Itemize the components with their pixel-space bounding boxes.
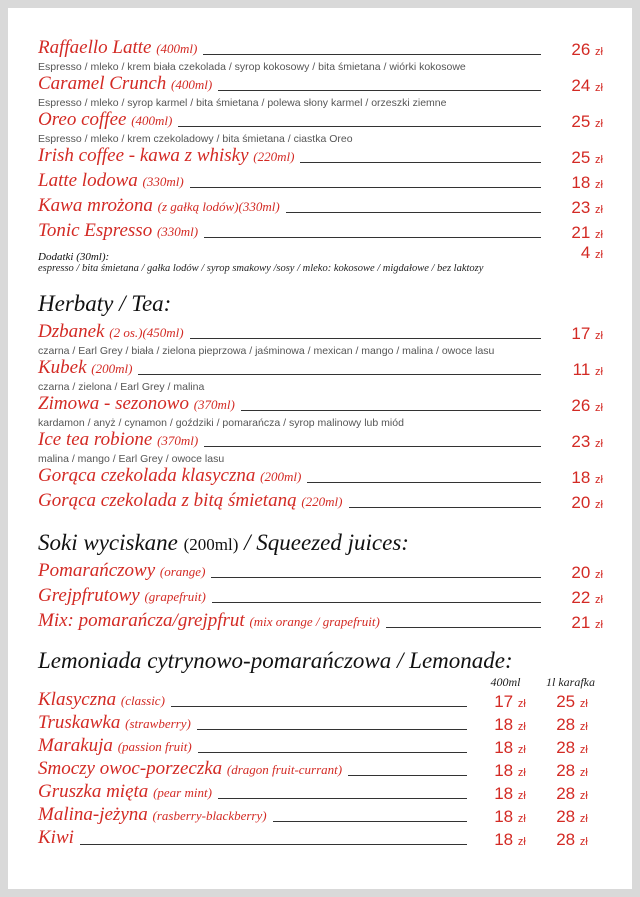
price-value: 17 — [571, 324, 591, 343]
item-price — [553, 324, 603, 344]
juices-section-title: Soki wyciskane (200ml) / Squeezed juices: — [38, 530, 409, 555]
currency-label: zł — [595, 594, 603, 606]
item-name — [38, 37, 197, 60]
leader-line — [300, 162, 541, 163]
item-description: kardamon / anyż / cynamon / goździki / pomarańcza / syrop malinowy lub miód — [38, 417, 404, 429]
price-karafka — [541, 738, 603, 758]
item-title: Dzbanek — [38, 321, 105, 342]
item-name — [38, 804, 267, 827]
menu-item-row — [38, 611, 603, 633]
item-description: czarna / zielona / Earl Grey / malina — [38, 381, 205, 393]
price-400ml — [479, 715, 541, 735]
price-value: 24 — [571, 76, 591, 95]
price-value: 23 — [571, 198, 591, 217]
lemonade-column-headers — [38, 675, 603, 689]
item-title: Raffaello Latte — [38, 37, 152, 58]
item-size: (220ml) — [301, 494, 343, 509]
menu-item-row — [38, 74, 603, 96]
price-value: 28 — [556, 807, 576, 826]
item-size: (370ml) — [193, 397, 235, 412]
menu-item-row — [38, 322, 603, 344]
item-title: Pomarańczowy — [38, 560, 156, 581]
currency-label: zł — [595, 438, 603, 450]
item-price — [553, 468, 603, 488]
tea-section-title: Herbaty / Tea: — [38, 291, 172, 316]
price-value: 21 — [571, 613, 591, 632]
item-description: Espresso / mleko / syrop karmel / bita śmietana / polewa słony karmel / orzeszki ziemne — [38, 97, 447, 109]
leader-line — [286, 212, 541, 213]
leader-line — [80, 844, 467, 845]
item-size: (330ml) — [142, 174, 184, 189]
item-size: (rasberry-blackberry) — [152, 808, 267, 823]
currency-label: zł — [579, 721, 588, 733]
item-size: (pear mint) — [153, 785, 212, 800]
price-400ml — [479, 761, 541, 781]
currency-label: zł — [517, 744, 526, 756]
item-size: (400ml) — [156, 41, 198, 56]
item-title: Irish coffee - kawa z whisky — [38, 145, 249, 166]
lemonade-col-karafka: 1l karafka — [546, 675, 595, 689]
item-size: (grapefruit) — [144, 589, 206, 604]
menu-content — [38, 38, 603, 850]
price-value: 11 — [572, 360, 591, 379]
item-name — [38, 73, 212, 96]
menu-item-row — [38, 491, 603, 513]
item-size: (220ml) — [253, 149, 295, 164]
item-price — [553, 40, 603, 60]
leader-line — [197, 729, 467, 730]
item-size: (370ml) — [157, 433, 199, 448]
price-value: 20 — [571, 493, 591, 512]
item-title: Kawa mrożona — [38, 195, 153, 216]
menu-item-row — [38, 586, 603, 608]
item-price — [553, 432, 603, 452]
item-size: (400ml) — [171, 77, 213, 92]
currency-label: zł — [595, 82, 603, 94]
item-name — [38, 712, 191, 735]
lemonade-row — [38, 804, 603, 827]
item-name — [38, 827, 74, 850]
price-value: 20 — [571, 563, 591, 582]
currency-label: zł — [595, 619, 603, 631]
lemonade-col-400ml: 400ml — [490, 675, 521, 689]
item-description: Espresso / mleko / krem czekoladowy / bita śmietana / ciastka Oreo — [38, 133, 353, 145]
addons-label: Dodatki (30ml): — [38, 251, 110, 263]
price-400ml — [479, 830, 541, 850]
price-value: 18 — [494, 807, 514, 826]
item-name — [38, 220, 198, 243]
currency-label: zł — [517, 767, 526, 779]
item-name — [38, 610, 380, 633]
price-value: 26 — [571, 396, 591, 415]
leader-line — [241, 410, 541, 411]
lemonade-row — [38, 758, 603, 781]
item-description: czarna / Earl Grey / biała / zielona pieprzowa / jaśminowa / mexican / mango / malina / owoce lasu — [38, 345, 495, 357]
currency-label: zł — [517, 790, 526, 802]
currency-label: zł — [517, 813, 526, 825]
item-title: Truskawka — [38, 712, 121, 733]
price-value: 18 — [494, 761, 514, 780]
item-price — [553, 198, 603, 218]
menu-item-row — [38, 561, 603, 583]
item-name — [38, 689, 165, 712]
juices-section — [38, 561, 603, 633]
price-value: 22 — [571, 588, 591, 607]
leader-line — [273, 821, 467, 822]
currency-label: zł — [579, 790, 588, 802]
item-description: Espresso / mleko / krem biała czekolada / syrop kokosowy / bita śmietana / wiórki kokosowe — [38, 61, 466, 73]
price-value: 28 — [556, 738, 576, 757]
leader-line — [204, 446, 541, 447]
menu-item-row — [38, 221, 603, 243]
item-name — [38, 560, 205, 583]
currency-label: zł — [517, 836, 526, 848]
item-name — [38, 585, 206, 608]
item-price — [553, 563, 603, 583]
price-value: 23 — [571, 432, 591, 451]
item-title: Gorąca czekolada z bitą śmietaną — [38, 490, 297, 511]
item-title: Gruszka mięta — [38, 781, 149, 802]
item-size: (200ml) — [91, 361, 133, 376]
lemonade-section-title: Lemoniada cytrynowo-pomarańczowa / Lemonade: — [38, 648, 513, 673]
item-price — [553, 493, 603, 513]
coffee-section — [38, 38, 603, 243]
item-title: Kiwi — [38, 827, 74, 848]
lemonade-row — [38, 827, 603, 850]
currency-label: zł — [595, 46, 603, 58]
price-karafka — [541, 830, 603, 850]
item-title: Kubek — [38, 357, 87, 378]
price-karafka — [541, 715, 603, 735]
item-name — [38, 465, 301, 488]
lemonade-row — [38, 735, 603, 758]
menu-item-row — [38, 38, 603, 60]
price-value: 18 — [571, 173, 591, 192]
item-title: Tonic Espresso — [38, 220, 153, 241]
item-name — [38, 490, 343, 513]
leader-line — [138, 374, 541, 375]
item-title: Zimowa - sezonowo — [38, 393, 189, 414]
leader-line — [178, 126, 541, 127]
price-value: 26 — [571, 40, 591, 59]
item-price — [553, 112, 603, 132]
item-price — [553, 76, 603, 96]
leader-line — [349, 507, 542, 508]
item-description: malina / mango / Earl Grey / owoce lasu — [38, 453, 225, 465]
price-400ml — [479, 738, 541, 758]
currency-label: zł — [579, 744, 588, 756]
addons-block — [38, 243, 603, 274]
lemonade-row — [38, 781, 603, 804]
price-400ml — [479, 692, 541, 712]
item-name — [38, 321, 184, 344]
menu-item-row — [38, 466, 603, 488]
item-size: (strawberry) — [125, 716, 191, 731]
currency-label: zł — [595, 474, 603, 486]
leader-line — [307, 482, 541, 483]
price-karafka — [541, 761, 603, 781]
price-400ml — [479, 807, 541, 827]
item-name — [38, 393, 235, 416]
item-price — [553, 148, 603, 168]
price-value: 18 — [571, 468, 591, 487]
currency-label: zł — [517, 721, 526, 733]
item-title: Oreo coffee — [38, 109, 127, 130]
menu-item-row — [38, 196, 603, 218]
item-price — [553, 396, 603, 416]
leader-line — [348, 775, 467, 776]
item-title: Smoczy owoc-porzeczka — [38, 758, 223, 779]
item-title: Gorąca czekolada klasyczna — [38, 465, 256, 486]
item-title: Caramel Crunch — [38, 73, 167, 94]
item-title: Marakuja — [38, 735, 113, 756]
price-value: 28 — [556, 761, 576, 780]
currency-label: zł — [579, 767, 588, 779]
item-name — [38, 735, 192, 758]
item-size: (mix orange / grapefruit) — [249, 614, 380, 629]
price-value: 28 — [556, 830, 576, 849]
price-value: 28 — [556, 784, 576, 803]
price-value: 17 — [494, 692, 514, 711]
leader-line — [212, 602, 541, 603]
item-size: (400ml) — [131, 113, 173, 128]
item-name — [38, 357, 132, 380]
tea-section — [38, 322, 603, 513]
menu-page — [8, 8, 632, 889]
price-value: 18 — [494, 738, 514, 757]
item-price — [553, 613, 603, 633]
item-size: (orange) — [159, 564, 206, 579]
price-value: 25 — [571, 148, 591, 167]
price-value: 18 — [494, 830, 514, 849]
item-price — [553, 588, 603, 608]
currency-label: zł — [595, 366, 603, 378]
currency-label: zł — [579, 836, 588, 848]
leader-line — [198, 752, 467, 753]
currency-label: zł — [595, 154, 603, 166]
price-karafka — [541, 807, 603, 827]
item-name — [38, 195, 280, 218]
lemonade-row — [38, 689, 603, 712]
item-size: (330ml) — [156, 224, 199, 239]
currency-label: zł — [595, 499, 603, 511]
price-karafka — [541, 692, 603, 712]
price-value: 25 — [556, 692, 576, 711]
price-400ml — [479, 784, 541, 804]
leader-line — [203, 54, 541, 55]
item-name — [38, 170, 184, 193]
leader-line — [190, 187, 541, 188]
currency-label: zł — [579, 813, 588, 825]
item-price — [553, 360, 603, 380]
item-title: Mix: pomarańcza/grejpfrut — [38, 610, 245, 631]
price-value: 25 — [571, 112, 591, 131]
price-value: 18 — [494, 715, 514, 734]
currency-label: zł — [595, 204, 603, 216]
item-size: (dragon fruit-currant) — [226, 762, 343, 777]
item-title: Grejpfrutowy — [38, 585, 140, 606]
item-size: (passion fruit) — [117, 739, 192, 754]
menu-item-row — [38, 394, 603, 416]
menu-item-row — [38, 358, 603, 380]
leader-line — [171, 706, 467, 707]
lemonade-row — [38, 712, 603, 735]
item-name — [38, 109, 172, 132]
addons-price: 4 zł — [580, 243, 603, 262]
price-value: 18 — [494, 784, 514, 803]
item-size: (z gałką lodów)(330ml) — [157, 199, 280, 214]
currency-label: zł — [595, 118, 603, 130]
price-value: 28 — [556, 715, 576, 734]
menu-item-row — [38, 430, 603, 452]
currency-label: zł — [595, 330, 603, 342]
leader-line — [190, 338, 541, 339]
currency-label: zł — [595, 229, 603, 241]
currency-label: zł — [595, 179, 603, 191]
menu-item-row — [38, 146, 603, 168]
item-name — [38, 145, 294, 168]
item-size: (classic) — [120, 693, 165, 708]
item-name — [38, 781, 212, 804]
item-price — [553, 173, 603, 193]
item-name — [38, 758, 342, 781]
leader-line — [218, 90, 541, 91]
currency-label: zł — [517, 698, 526, 710]
item-title: Malina-jeżyna — [38, 804, 148, 825]
price-karafka — [541, 784, 603, 804]
leader-line — [386, 627, 541, 628]
item-size: (200ml) — [260, 469, 302, 484]
menu-item-row — [38, 171, 603, 193]
menu-item-row — [38, 110, 603, 132]
currency-label: zł — [595, 569, 603, 581]
leader-line — [218, 798, 467, 799]
item-title: Klasyczna — [38, 689, 117, 710]
item-size: (2 os.)(450ml) — [109, 325, 184, 340]
lemonade-section — [38, 689, 603, 850]
leader-line — [211, 577, 541, 578]
currency-label: zł — [595, 402, 603, 414]
item-price — [553, 223, 603, 243]
item-title: Latte lodowa — [38, 170, 138, 191]
item-title: Ice tea robione — [38, 429, 153, 450]
addons-items: espresso / bita śmietana / gałka lodów / syrop smakowy /sosy / mleko: kokosowe / migdałowe / bez laktozy — [38, 263, 484, 274]
item-name — [38, 429, 198, 452]
currency-label: zł — [579, 698, 588, 710]
leader-line — [204, 237, 541, 238]
price-value: 21 — [571, 223, 591, 242]
